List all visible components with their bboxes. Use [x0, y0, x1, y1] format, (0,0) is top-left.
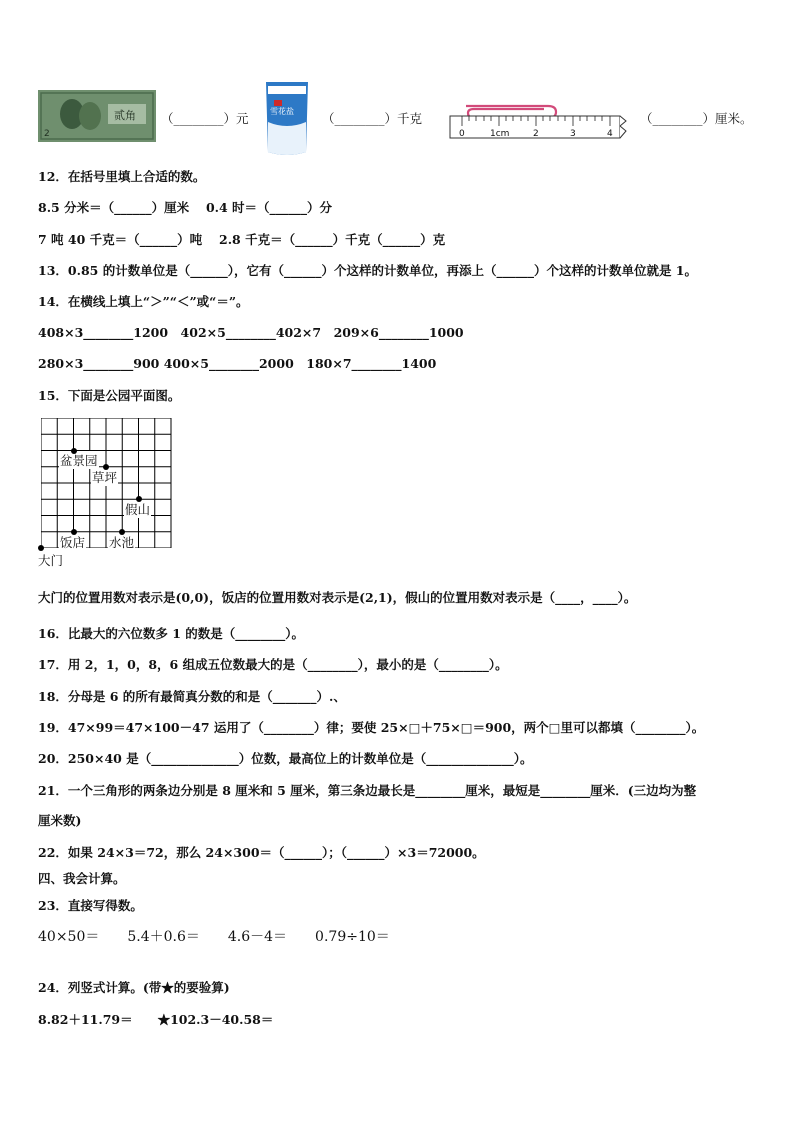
q20: 20．250×40 是（______________）位数，最高位上的计数单位是（______________）。	[38, 751, 533, 766]
banknote-image	[38, 90, 156, 142]
q24-items: 8.82＋11.79＝ ★102.3－40.58＝	[38, 1012, 274, 1027]
ruler-answer: （________）厘米。	[640, 111, 753, 126]
q15-question: 大门的位置用数对表示是(0,0)，饭店的位置用数对表示是(2,1)，假山的位置用数对表示是（____，____）。	[38, 590, 637, 605]
map-label-fandian: 饭店	[60, 535, 86, 550]
q22: 22．如果 24×3＝72，那么 24×300＝（______）；（______）×3＝72000。	[38, 845, 485, 860]
map-label-shuichi: 水池	[109, 535, 135, 550]
banknote-text: 贰角	[114, 109, 136, 122]
svg-text:2: 2	[44, 129, 50, 139]
salt-answer: （________）千克	[322, 111, 423, 126]
ruler-with-paperclip-image	[448, 94, 628, 140]
q12-title: 12．在括号里填上合适的数。	[38, 169, 206, 184]
money-answer: （________）元	[161, 111, 249, 126]
ruler-mark-0: 0	[459, 129, 465, 139]
q14-line2: 280×3________900 400×5________2000 180×7________1400	[38, 356, 437, 371]
map-point-fandian	[71, 529, 77, 535]
q16: 16．比最大的六位数多 1 的数是（________）。	[38, 626, 305, 641]
q15-title: 15．下面是公园平面图。	[38, 388, 181, 403]
q17: 17．用 2，1，0，8，6 组成五位数最大的是（________），最小的是（________）。	[38, 657, 508, 672]
ruler-mark-3: 3	[570, 129, 576, 139]
salt-brand: 雪花盐	[270, 107, 294, 116]
q21-line1: 21．一个三角形的两条边分别是 8 厘米和 5 厘米，第三条边最长是________厘米，最短是________厘米．(三边均为整	[38, 783, 697, 798]
map-label-caoping: 草坪	[92, 470, 118, 485]
q12-line1: 8.5 分米＝（______）厘米 0.4 时＝（______）分	[38, 200, 333, 215]
section-4-heading: 四、我会计算。	[38, 871, 126, 886]
map-point-penjing	[71, 448, 77, 454]
map-point-shuichi	[119, 529, 125, 535]
q13: 13．0.85 的计数单位是（______），它有（______）个这样的计数单位，再添上（______）个这样的计数单位就是 1。	[38, 263, 697, 278]
q14-line1: 408×3________1200 402×5________402×7 209×6________1000	[38, 325, 464, 340]
q18: 18．分母是 6 的所有最简真分数的和是（_______）.、	[38, 689, 346, 704]
q19: 19．47×99＝47×100－47 运用了（________）律；要使 25×□＋75×□＝900，两个□里可以都填（________）。	[38, 720, 705, 735]
q24-title: 24．列竖式计算。(带★的要验算)	[38, 980, 230, 995]
map-label-penjing: 盆景园	[60, 453, 98, 468]
map-point-caoping	[103, 464, 109, 470]
ruler-mark-4: 4	[607, 129, 613, 139]
q21-line2: 厘米数)	[38, 813, 82, 828]
map-label-jiashan: 假山	[125, 502, 151, 517]
map-point-jiashan	[136, 496, 142, 502]
ruler-mark-1: 1cm	[490, 129, 510, 139]
q23-title: 23．直接写得数。	[38, 898, 143, 913]
salt-bag-image	[262, 78, 312, 158]
q14-title: 14．在横线上填上“＞”“＜”或“＝”。	[38, 294, 249, 309]
q23-items: 40×50＝ 5.4＋0.6＝ 4.6－4＝ 0.79÷10＝	[38, 929, 390, 945]
map-label-damen: 大门	[38, 553, 64, 568]
ruler-mark-2: 2	[533, 129, 539, 139]
q12-line2: 7 吨 40 千克＝（______）吨 2.8 千克＝（______）千克（______）克	[38, 232, 446, 247]
